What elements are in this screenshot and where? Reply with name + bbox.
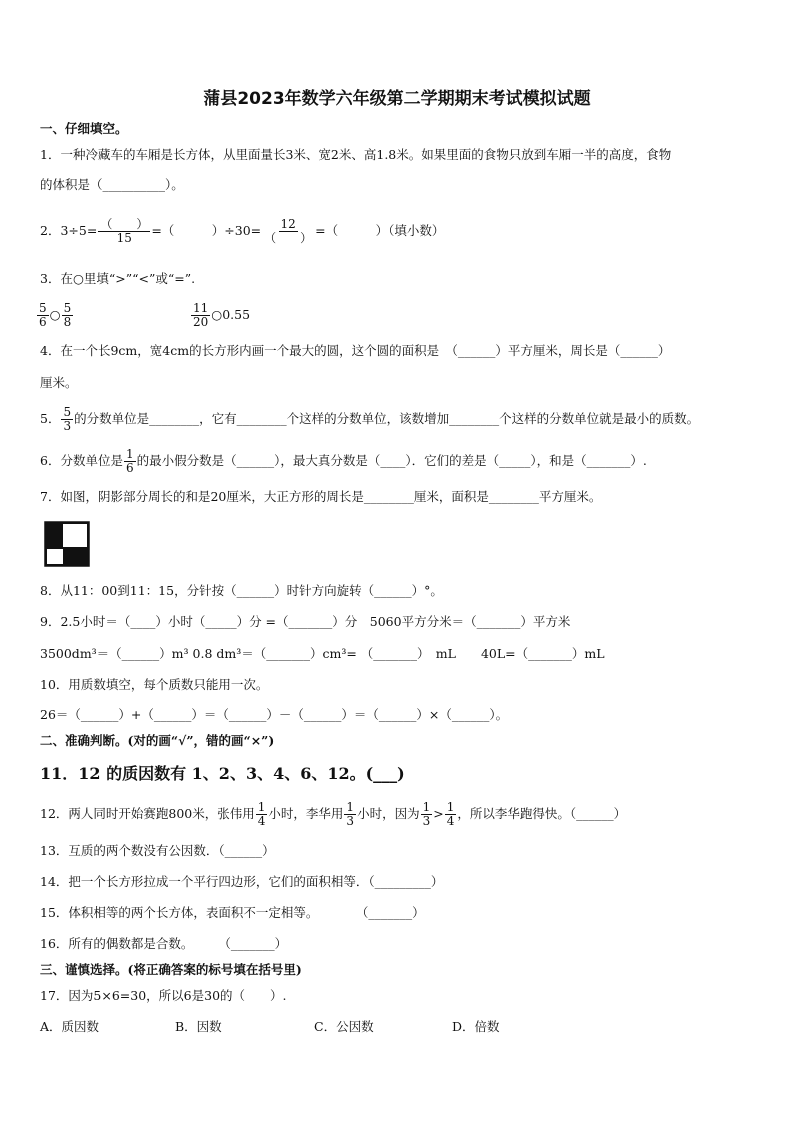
q5 <box>40 402 699 436</box>
square-figure <box>44 521 90 567</box>
q12-frac-3 <box>421 801 433 828</box>
q8: 8．从11：00到11：15，分针按（______）时针方向旋转（______）°。 <box>40 583 443 598</box>
q10-equation: 26＝（______）+（______）＝（______）－（______）＝（______）×（______）。 <box>40 707 509 722</box>
q17-option-a: A．质因数 <box>40 1019 100 1034</box>
q5-number: 5． <box>40 411 61 426</box>
q3b-den: 20 <box>193 315 209 329</box>
q15: 15．体积相等的两个长方体，表面积不一定相等。 （_______） <box>40 905 425 920</box>
q11-text: 11．12 的质因数有 1、2、3、4、6、12。(___) <box>40 764 405 783</box>
q12-frac-1 <box>256 801 268 828</box>
q12-frac-2 <box>344 801 356 828</box>
figure-white-part <box>63 524 87 547</box>
section-3-heading: 三、谨慎选择。(将正确答案的标号填在括号里) <box>40 962 302 977</box>
q3b-frac <box>191 302 210 329</box>
q2-end: =（ ）（填小数） <box>315 223 445 238</box>
q3a-circle: ○ <box>49 307 61 322</box>
q12-d3: 3 <box>422 814 431 828</box>
q3-compare-a <box>36 300 74 330</box>
q2 <box>40 214 444 248</box>
q3a-frac-1 <box>37 302 49 329</box>
q6-num: 1 <box>125 447 134 461</box>
q12-n2: 1 <box>346 800 355 814</box>
q6-text: 的最小假分数是（______），最大真分数是（____）．它们的差是（_____），和是（_______）. <box>136 453 647 468</box>
q3a-den-2: 8 <box>63 315 72 329</box>
q6 <box>40 444 647 478</box>
q10: 10．用质数填空，每个质数只能用一次。 <box>40 677 269 692</box>
section-1-heading: 一、仔细填空。 <box>40 121 128 136</box>
q2-f1-num: （ ） <box>100 217 149 231</box>
q12-d1: 4 <box>257 814 266 828</box>
q12-n1: 1 <box>257 800 266 814</box>
q2-f1-den: 15 <box>116 231 132 245</box>
q6-frac <box>124 448 136 475</box>
q1-line2: 的体积是（__________）。 <box>40 177 184 192</box>
q17-option-b: B．因数 <box>175 1019 222 1034</box>
q3a-num-1: 5 <box>39 301 47 315</box>
q5-num: 5 <box>63 405 72 419</box>
page-title: 蒲县2023年数学六年级第二学期期末考试模拟试题 <box>203 89 591 109</box>
q17: 17．因为5×6=30，所以6是30的（ ）. <box>40 988 287 1003</box>
q17-option-d: D．倍数 <box>452 1019 500 1034</box>
q3b-text: ○0.55 <box>211 307 251 322</box>
q2-f2-num: 12 <box>280 217 296 231</box>
q3a-den-1: 6 <box>39 315 47 329</box>
q14: 14．把一个长方形拉成一个平行四边形，它们的面积相等．（_________） <box>40 874 444 889</box>
q6-prefix: 6．分数单位是 <box>40 453 123 468</box>
q12-part-a: 12．两人同时开始赛跑800米，张伟用 <box>40 806 255 821</box>
q3: 3．在○里填“>”“<”或“=”. <box>40 271 196 286</box>
q9-line2: 3500dm³＝（______）m³ 0.8 dm³＝（_______）cm³= （_______） mL 40L=（_______）mL <box>40 646 605 661</box>
q12-gt: > <box>433 806 444 821</box>
q3b-num: 11 <box>193 301 209 315</box>
q9-line1: 9．2.5小时＝（____）小时（_____）分 =（_______）分 5060平方分米＝（_______）平方米 <box>40 614 571 629</box>
q5-den: 3 <box>63 419 72 433</box>
q12 <box>40 796 626 832</box>
q12-part-c: 小时，因为 <box>357 806 420 821</box>
q2-fraction-1 <box>98 218 150 245</box>
q12-d4: 4 <box>446 814 455 828</box>
q5-text: 的分数单位是________，它有________个这样的分数单位，该数增加________个这样的分数单位就是最小的质数。 <box>74 411 700 426</box>
q2-middle: =（ ）÷30= <box>151 223 262 238</box>
q12-n3: 1 <box>422 800 431 814</box>
q2-f2-den: （ ） <box>264 231 313 245</box>
q16: 16．所有的偶数都是合数。 （_______） <box>40 936 288 951</box>
q2-prefix: 2．3÷5= <box>40 223 98 238</box>
q7: 7．如图，阴影部分周长的和是20厘米，大正方形的周长是________厘米，面积是________平方厘米。 <box>40 489 602 504</box>
q4-line2: 厘米。 <box>40 375 78 390</box>
q12-frac-4 <box>445 801 457 828</box>
q12-n4: 1 <box>446 800 455 814</box>
q12-part-e: ，所以李华跑得快。（______） <box>457 806 627 821</box>
q3-compare-b <box>190 300 250 330</box>
q11 <box>40 764 405 785</box>
q3a-frac-2 <box>62 302 74 329</box>
q12-d2: 3 <box>346 814 355 828</box>
q13: 13．互质的两个数没有公因数．（______） <box>40 843 275 858</box>
q4-line1: 4．在一个长9cm，宽4cm的长方形内画一个最大的圆，这个圆的面积是 （______）平方厘米，周长是（______） <box>40 343 671 358</box>
section-2-heading: 二、准确判断。(对的画“√”，错的画“×”) <box>40 733 275 748</box>
q6-den: 6 <box>125 461 134 475</box>
q3a-num-2: 5 <box>63 301 72 315</box>
figure-white-small <box>47 549 63 564</box>
q5-frac <box>61 406 73 433</box>
q17-option-c: C．公因数 <box>314 1019 374 1034</box>
q1-line1: 1．一种冷藏车的车厢是长方体，从里面量长3米、宽2米、高1.8米。如果里面的食物只放到车厢一半的高度，食物 <box>40 147 672 162</box>
q2-fraction-2 <box>262 218 314 245</box>
q12-part-b: 小时，李华用 <box>268 806 344 821</box>
